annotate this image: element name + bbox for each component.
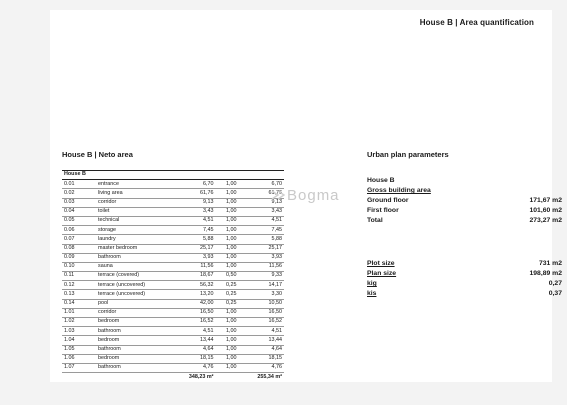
- cell-total: 13,44: [239, 336, 284, 345]
- cell-name: laundry: [96, 235, 170, 244]
- total-area: 348,23 m²: [170, 373, 215, 382]
- kis-row: [367, 290, 562, 300]
- cell-area: 5,88: [170, 235, 215, 244]
- plan-size-value: 198,89 m2: [529, 270, 562, 277]
- kig-value: 0,27: [548, 280, 562, 287]
- cell-area: 61,76: [170, 189, 215, 198]
- cell-area: 7,45: [170, 226, 215, 235]
- neto-area-table: [62, 170, 284, 381]
- cell-code: 0.11: [62, 272, 96, 281]
- ground-floor-label: Ground floor: [367, 197, 409, 204]
- cell-name: storage: [96, 226, 170, 235]
- cell-area: 4,51: [170, 327, 215, 336]
- table-row: [62, 226, 284, 235]
- table-row: [62, 207, 284, 216]
- plot-size-value: 731 m2: [538, 260, 562, 267]
- cell-name: corridor: [96, 308, 170, 317]
- table-row: [62, 180, 284, 189]
- cell-area: 3,43: [170, 207, 215, 216]
- table-total-row: [62, 373, 284, 382]
- table-row: [62, 345, 284, 354]
- gross-building-area-heading: Gross building area: [367, 187, 431, 194]
- document-page: [50, 10, 562, 382]
- cell-factor: 0,25: [215, 290, 238, 299]
- cell-area: 18,15: [170, 354, 215, 363]
- total-value: 273,27 m2: [529, 217, 562, 224]
- cell-total: 7,45: [239, 226, 284, 235]
- cell-factor: 1,00: [215, 354, 238, 363]
- table-row: [62, 272, 284, 281]
- urban-plan-heading: Urban plan parameters: [367, 150, 449, 159]
- cell-total: 61,76: [239, 189, 284, 198]
- kig-label: kig: [367, 280, 377, 287]
- cell-factor: 1,00: [215, 216, 238, 225]
- cell-code: 1.02: [62, 318, 96, 327]
- cell-total: 25,17: [239, 244, 284, 253]
- table-row: [62, 363, 284, 372]
- cell-name: terrace (covered): [96, 272, 170, 281]
- cell-factor: 1,00: [215, 308, 238, 317]
- cell-total: 4,64: [239, 345, 284, 354]
- ground-floor-value: 171,67 m2: [529, 197, 562, 204]
- ground-floor-row: [367, 197, 562, 207]
- table-row: [62, 262, 284, 271]
- cell-factor: 1,00: [215, 336, 238, 345]
- cell-code: 1.03: [62, 327, 96, 336]
- watermark-text: Bogma: [287, 187, 340, 204]
- cell-factor: 0,50: [215, 272, 238, 281]
- cell-factor: 1,00: [215, 363, 238, 372]
- cell-code: 0.08: [62, 244, 96, 253]
- watermark-logo-icon: [270, 187, 286, 203]
- cell-factor: 1,00: [215, 253, 238, 262]
- cell-area: 42,00: [170, 299, 215, 308]
- cell-name: bedroom: [96, 318, 170, 327]
- kig-row: [367, 280, 562, 290]
- cell-name: technical: [96, 216, 170, 225]
- total-row: [367, 217, 562, 227]
- plan-size-label: Plan size: [367, 270, 397, 277]
- cell-factor: 1,00: [215, 235, 238, 244]
- cell-factor: 1,00: [215, 189, 238, 198]
- cell-factor: 0,25: [215, 281, 238, 290]
- cell-name: sauna: [96, 262, 170, 271]
- urban-plan-parameters: [367, 177, 562, 300]
- cell-name: bathroom: [96, 345, 170, 354]
- cell-area: 4,64: [170, 345, 215, 354]
- cell-total: 11,56: [239, 262, 284, 271]
- cell-code: 0.07: [62, 235, 96, 244]
- table-row: [62, 290, 284, 299]
- cell-factor: 1,00: [215, 327, 238, 336]
- table-row: [62, 235, 284, 244]
- cell-total: 3,93: [239, 253, 284, 262]
- table-header-row: [62, 171, 284, 180]
- cell-total: 9,13: [239, 198, 284, 207]
- cell-name: bathroom: [96, 363, 170, 372]
- cell-code: 0.02: [62, 189, 96, 198]
- cell-area: 16,50: [170, 308, 215, 317]
- cell-name: bedroom: [96, 336, 170, 345]
- cell-area: 25,17: [170, 244, 215, 253]
- cell-area: 6,70: [170, 180, 215, 189]
- cell-area: 16,52: [170, 318, 215, 327]
- cell-total: 16,50: [239, 308, 284, 317]
- cell-factor: 1,00: [215, 345, 238, 354]
- cell-factor: 1,00: [215, 180, 238, 189]
- house-label: House B: [367, 177, 395, 184]
- cell-total: 9,33: [239, 272, 284, 281]
- cell-code: 0.09: [62, 253, 96, 262]
- table-row: [62, 189, 284, 198]
- cell-area: 56,32: [170, 281, 215, 290]
- cell-code: 0.14: [62, 299, 96, 308]
- first-floor-value: 101,60 m2: [529, 207, 562, 214]
- cell-code: 1.07: [62, 363, 96, 372]
- table-title: House B: [62, 171, 284, 180]
- cell-total: 14,17: [239, 281, 284, 290]
- cell-area: 4,76: [170, 363, 215, 372]
- cell-name: master bedroom: [96, 244, 170, 253]
- table-row: [62, 354, 284, 363]
- cell-code: 0.05: [62, 216, 96, 225]
- table-row: [62, 318, 284, 327]
- cell-factor: 1,00: [215, 244, 238, 253]
- table-row: [62, 308, 284, 317]
- cell-area: 11,56: [170, 262, 215, 271]
- cell-name: terrace (uncovered): [96, 290, 170, 299]
- cell-area: 9,13: [170, 198, 215, 207]
- cell-code: 1.06: [62, 354, 96, 363]
- total-weighted-area: 255,34 m²: [239, 373, 284, 382]
- table-row: [62, 253, 284, 262]
- plot-size-label: Plot size: [367, 260, 395, 267]
- table-row: [62, 327, 284, 336]
- cell-total: 3,43: [239, 207, 284, 216]
- cell-factor: 0,25: [215, 299, 238, 308]
- cell-code: 0.04: [62, 207, 96, 216]
- kis-value: 0,37: [548, 290, 562, 297]
- kis-label: kis: [367, 290, 377, 297]
- page-title: House B | Area quantification: [419, 18, 534, 27]
- cell-total: 4,76: [239, 363, 284, 372]
- cell-name: corridor: [96, 198, 170, 207]
- cell-code: 0.10: [62, 262, 96, 271]
- cell-total: 4,51: [239, 216, 284, 225]
- cell-factor: 1,00: [215, 318, 238, 327]
- cell-name: bedroom: [96, 354, 170, 363]
- total-label: Total: [367, 217, 383, 224]
- cell-area: 4,51: [170, 216, 215, 225]
- cell-code: 1.01: [62, 308, 96, 317]
- neto-area-heading: House B | Neto area: [62, 150, 133, 159]
- cell-area: 3,93: [170, 253, 215, 262]
- cell-factor: 1,00: [215, 226, 238, 235]
- cell-factor: 1,00: [215, 198, 238, 207]
- cell-name: toilet: [96, 207, 170, 216]
- table-row: [62, 281, 284, 290]
- cell-area: 18,67: [170, 272, 215, 281]
- cell-total: 10,50: [239, 299, 284, 308]
- cell-name: living area: [96, 189, 170, 198]
- cell-total: 4,51: [239, 327, 284, 336]
- plan-size-row: [367, 270, 562, 280]
- cell-factor: 1,00: [215, 262, 238, 271]
- first-floor-row: [367, 207, 562, 217]
- cell-name: pool: [96, 299, 170, 308]
- cell-code: 0.13: [62, 290, 96, 299]
- table-row: [62, 244, 284, 253]
- cell-total: 6,70: [239, 180, 284, 189]
- cell-total: 16,52: [239, 318, 284, 327]
- cell-total: 5,88: [239, 235, 284, 244]
- cell-name: terrace (uncovered): [96, 281, 170, 290]
- cell-total: 3,30: [239, 290, 284, 299]
- cell-name: bathroom: [96, 253, 170, 262]
- cell-code: 0.03: [62, 198, 96, 207]
- cell-code: 1.05: [62, 345, 96, 354]
- cell-factor: 1,00: [215, 207, 238, 216]
- cell-name: entrance: [96, 180, 170, 189]
- cell-code: 0.12: [62, 281, 96, 290]
- table-row: [62, 198, 284, 207]
- cell-name: bathroom: [96, 327, 170, 336]
- cell-code: 1.04: [62, 336, 96, 345]
- cell-area: 13,44: [170, 336, 215, 345]
- cell-area: 13,20: [170, 290, 215, 299]
- first-floor-label: First floor: [367, 207, 399, 214]
- cell-code: 0.06: [62, 226, 96, 235]
- cell-total: 18,15: [239, 354, 284, 363]
- table-row: [62, 216, 284, 225]
- plot-size-row: [367, 260, 562, 270]
- cell-code: 0.01: [62, 180, 96, 189]
- table-row: [62, 336, 284, 345]
- table-row: [62, 299, 284, 308]
